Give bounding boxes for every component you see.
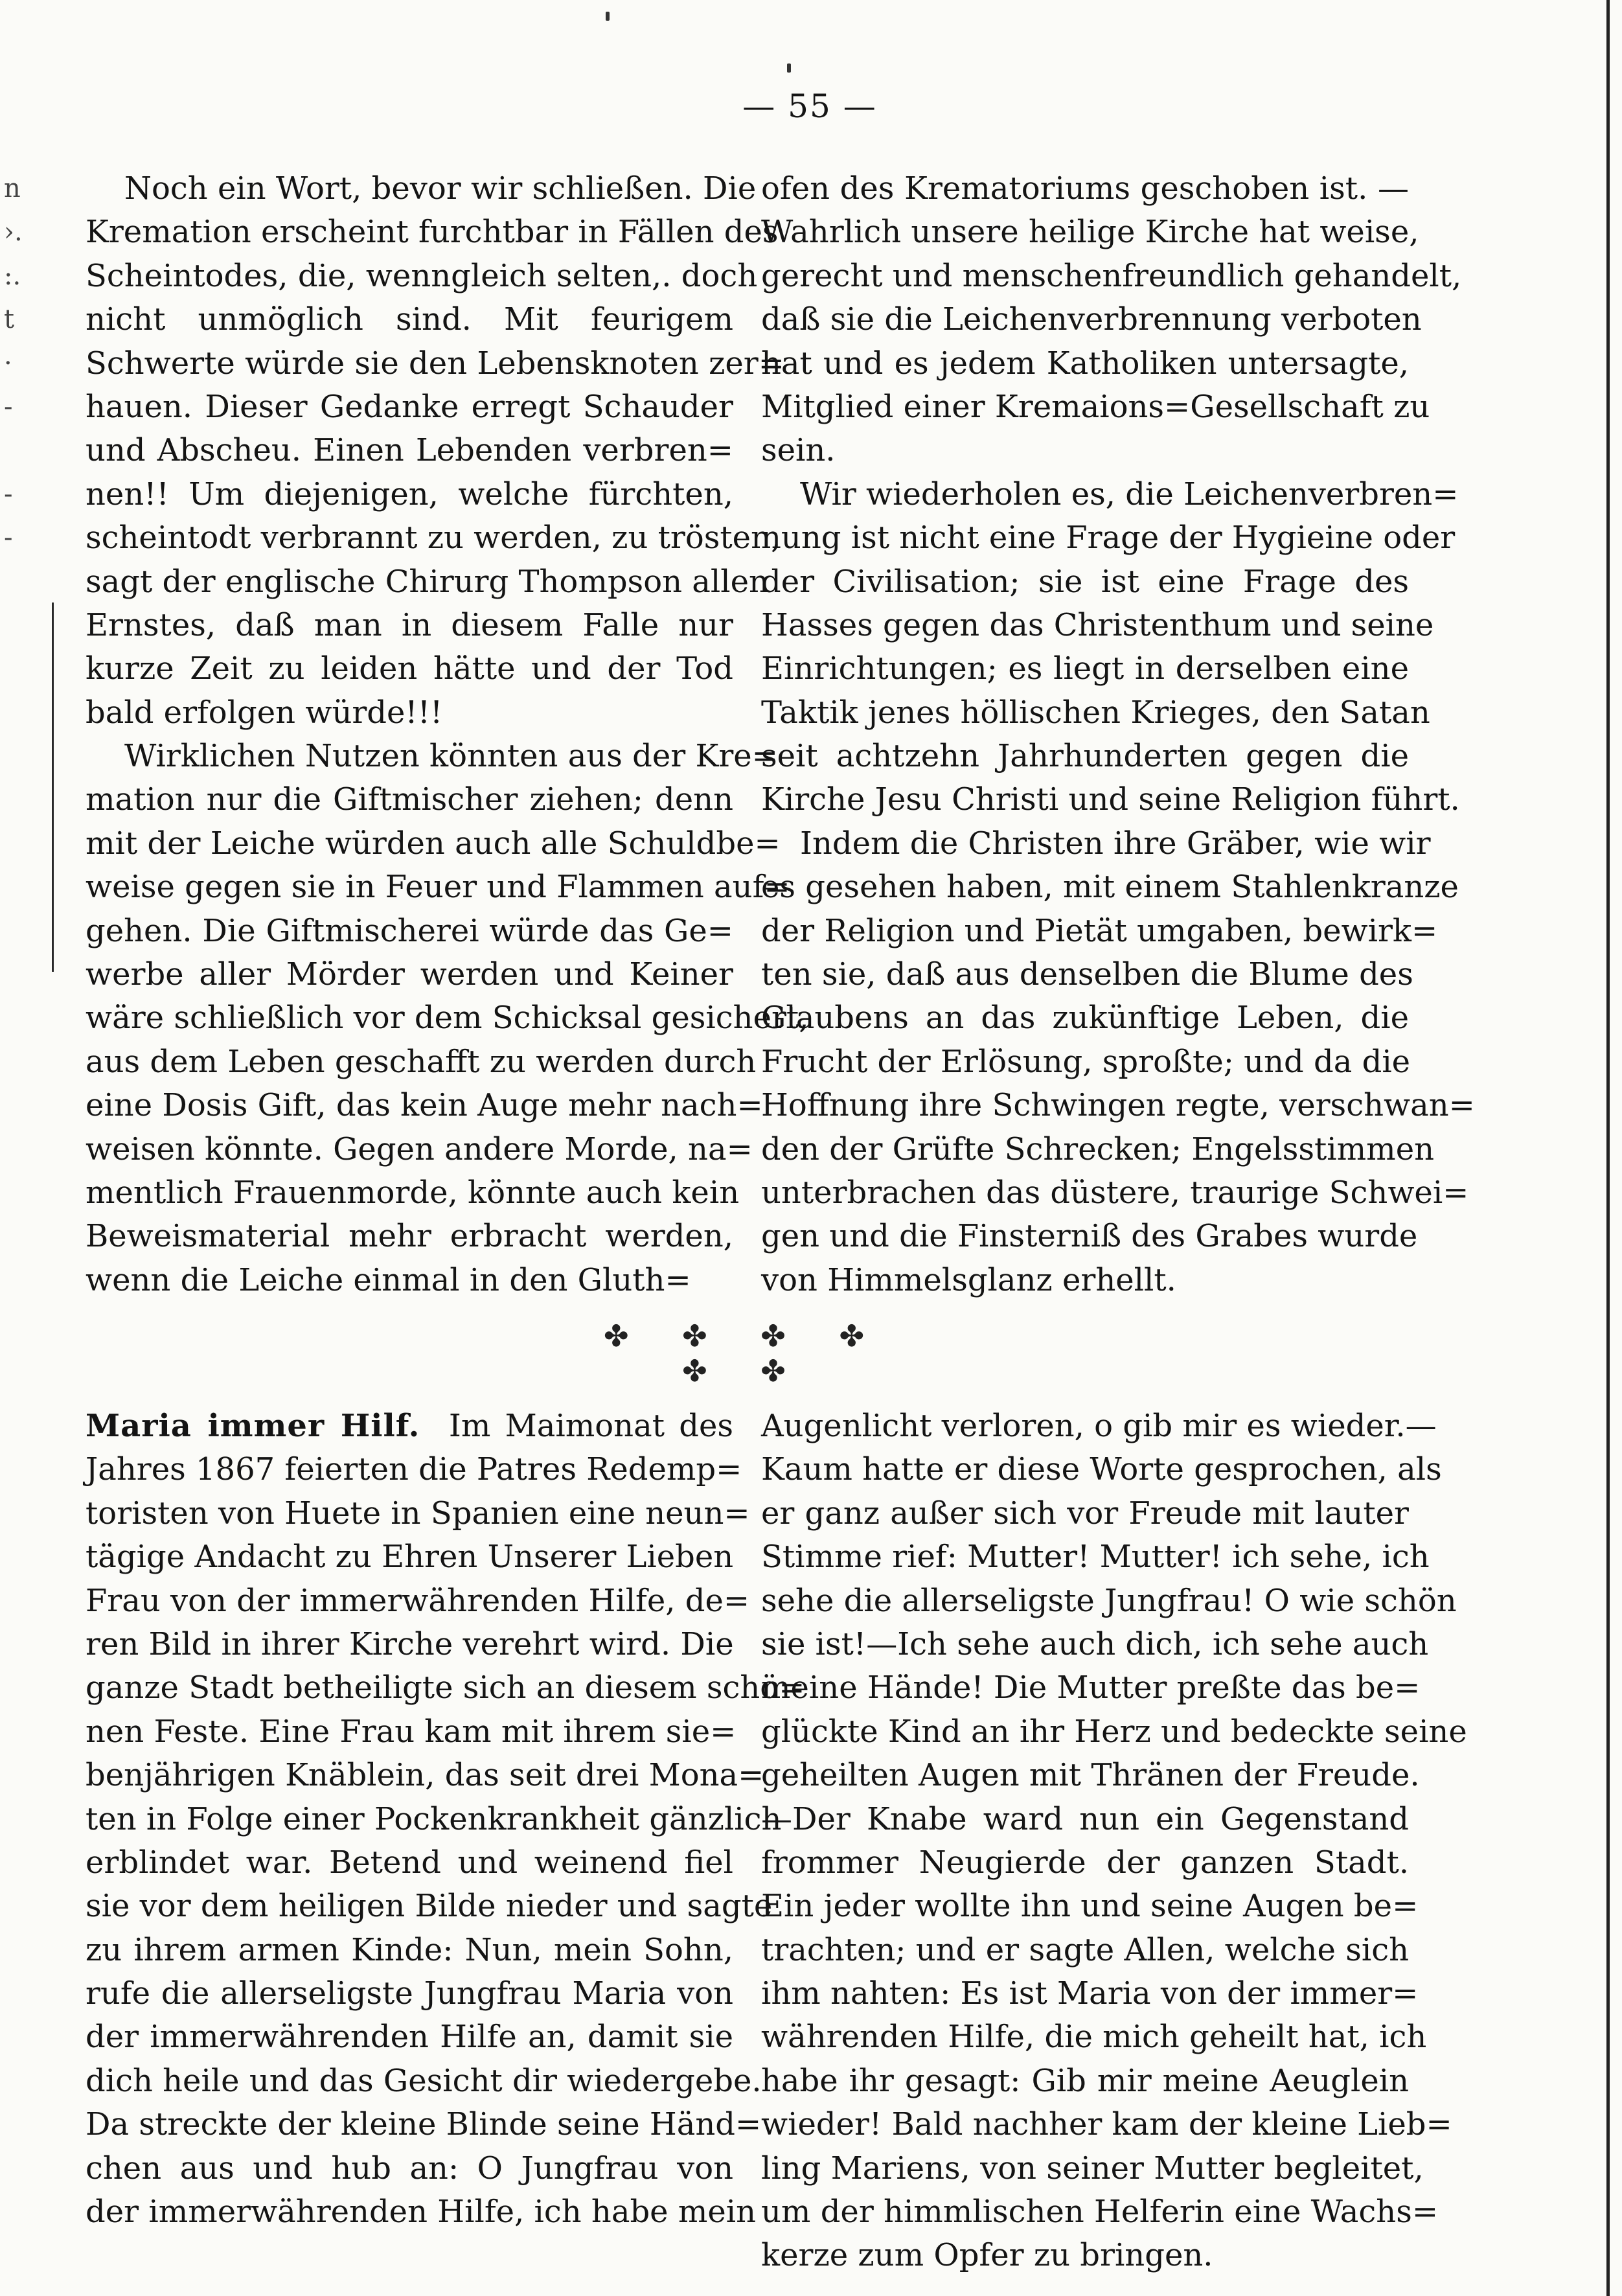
text-line: nen Feste. Eine Frau kam mit ihrem sie= xyxy=(86,1713,737,1750)
text-line: habe ihr gesagt: Gib mir meine Aeuglein xyxy=(761,2062,1409,2099)
text-line: mit der Leiche würden auch alle Schuldbe= xyxy=(86,825,781,862)
text-line: rufe die allerseligste Jungfrau Maria von xyxy=(86,1975,733,2012)
text-line: unterbrachen das düstere, traurige Schwei= xyxy=(761,1174,1469,1211)
text-line: Einrichtungen; es liegt in derselben eine xyxy=(761,650,1409,687)
text-line: nen!! Um diejenigen, welche fürchten, xyxy=(86,476,733,512)
text-line: Kirche Jesu Christi und seine Religion führt. xyxy=(761,781,1460,818)
margin-mark xyxy=(4,429,23,472)
text-line: eine Dosis Gift, das kein Auge mehr nach= xyxy=(86,1087,763,1124)
text-line: Frucht der Erlösung, sproßte; und da die xyxy=(761,1043,1411,1080)
text-line: Scheintodes, die, wenngleich selten,. doch xyxy=(86,257,758,294)
text-line: Schwerte würde sie den Lebensknoten zer= xyxy=(86,345,784,382)
column-top-right xyxy=(761,167,1475,1302)
text-line: Stimme rief: Mutter! Mutter! ich sehe, ich xyxy=(761,1539,1430,1576)
text-line: Wirklichen Nutzen könnten aus der Kre= xyxy=(124,738,778,775)
text-line: ten sie, daß aus denselben die Blume des xyxy=(761,956,1413,993)
text-line: ofen des Krematoriums geschoben ist. — xyxy=(761,170,1409,207)
text-line: um der himmlischen Helferin eine Wachs= xyxy=(761,2194,1439,2231)
text-line: gehen. Die Giftmischerei würde das Ge= xyxy=(86,912,733,949)
text-line: Ein jeder wollte ihn und seine Augen be= xyxy=(761,1888,1419,1925)
text-line: Da streckte der kleine Blinde seine Händ= xyxy=(86,2106,762,2143)
text-line: hauen. Dieser Gedanke erregt Schauder xyxy=(86,388,733,425)
text-line: der immerwährenden Hilfe an, damit sie xyxy=(86,2019,733,2056)
margin-mark: ›. xyxy=(4,217,23,247)
text-line: wenn die Leiche einmal in den Gluth= xyxy=(86,1261,691,1298)
text-line: Glaubens an das zukünftige Leben, die xyxy=(761,1000,1409,1037)
text-line: es gesehen haben, mit einem Stahlenkranze xyxy=(761,869,1459,906)
margin-mark: - xyxy=(4,523,13,553)
scan-edge-rule xyxy=(1606,0,1610,2296)
text-line: Jahres 1867 feierten die Patres Redemp= xyxy=(86,1451,742,1488)
text-line: Wahrlich unsere heilige Kirche hat weise, xyxy=(761,214,1419,251)
text-line: Hoffnung ihre Schwingen regte, verschwan= xyxy=(761,1087,1475,1124)
column-bottom-left xyxy=(86,1405,805,2234)
text-line: Wir wiederholen es, die Leichenverbren= xyxy=(800,476,1459,512)
scan-speck xyxy=(787,63,791,73)
text-line: gerecht und menschenfreundlich gehandelt, xyxy=(761,257,1462,294)
text-line: Mitglied einer Kremaions=Gesellschaft zu xyxy=(761,388,1430,425)
text-line: mation nur die Giftmischer ziehen; denn xyxy=(86,781,733,818)
text-line: sie ist!—Ich sehe auch dich, ich sehe auch xyxy=(761,1625,1429,1662)
text-line: der Religion und Pietät umgaben, bewirk= xyxy=(761,912,1438,949)
text-line: zu ihrem armen Kinde: Nun, mein Sohn, xyxy=(86,1931,733,1968)
margin-mark: n xyxy=(4,174,21,203)
margin-marks xyxy=(4,167,23,560)
text-line: frommer Neugierde der ganzen Stadt. xyxy=(761,1844,1409,1881)
text-line: dich heile und das Gesicht dir wiedergebe. xyxy=(86,2062,762,2099)
page-number: — 55 — xyxy=(742,87,877,125)
text-line: Noch ein Wort, bevor wir schließen. Die xyxy=(124,170,757,207)
text-line: nicht unmöglich sind. Mit feurigem xyxy=(86,301,733,338)
text-line: ganze Stadt betheiligte sich an diesem schö= xyxy=(86,1670,805,1706)
text-line: geheilten Augen mit Thränen der Freude. xyxy=(761,1757,1420,1794)
margin-rule xyxy=(52,603,54,972)
text-line: Beweismaterial mehr erbracht werden, xyxy=(86,1218,733,1255)
text-line: glückte Kind an ihr Herz und bedeckte seine xyxy=(761,1713,1467,1750)
text-line: sie vor dem heiligen Bilde nieder und sagte xyxy=(86,1888,773,1925)
text-line: Frau von der immerwährenden Hilfe, de= xyxy=(86,1582,750,1619)
text-line: der Civilisation; sie ist eine Frage des xyxy=(761,563,1409,600)
text-line: Kaum hatte er diese Worte gesprochen, als xyxy=(761,1451,1442,1488)
text-line: währenden Hilfe, die mich geheilt hat, ich xyxy=(761,2019,1427,2056)
text-line: Indem die Christen ihre Gräber, wie wir xyxy=(800,825,1431,862)
margin-mark: · xyxy=(4,348,12,378)
text-line: tägige Andacht zu Ehren Unserer Lieben xyxy=(86,1539,734,1576)
margin-mark: - xyxy=(4,479,13,509)
text-line: aus dem Leben geschafft zu werden durch xyxy=(86,1043,757,1080)
text-line: seit achtzehn Jahrhunderten gegen die xyxy=(761,738,1409,775)
text-line: wieder! Bald nachher kam der kleine Lieb= xyxy=(761,2106,1452,2143)
text-line: der immerwährenden Hilfe, ich habe mein xyxy=(86,2194,757,2231)
margin-mark: t xyxy=(4,304,15,335)
text-line: ren Bild in ihrer Kirche verehrt wird. Die xyxy=(86,1625,734,1662)
text-line: Taktik jenes höllischen Krieges, den Satan xyxy=(761,694,1430,731)
text-line: Im Maimonat des xyxy=(448,1408,734,1444)
column-bottom-left-body xyxy=(86,1448,805,2234)
text-line: —Der Knabe ward nun ein Gegenstand xyxy=(761,1800,1409,1837)
text-line: ten in Folge einer Pockenkrankheit gänzlich xyxy=(86,1800,782,1837)
text-line: meine Hände! Die Mutter preßte das be= xyxy=(761,1670,1421,1706)
column-bottom-right xyxy=(761,1405,1467,2278)
text-line: hat und es jedem Katholiken untersagte, xyxy=(761,345,1409,382)
text-line: und Abscheu. Einen Lebenden verbren= xyxy=(86,432,733,469)
text-line: von Himmelsglanz erhellt. xyxy=(761,1261,1176,1298)
text-line: weisen könnte. Gegen andere Morde, na= xyxy=(86,1131,753,1167)
text-line: Kremation erscheint furchtbar in Fällen des xyxy=(86,214,779,251)
text-line: trachten; und er sagte Allen, welche sich xyxy=(761,1931,1409,1968)
text-line: mentlich Frauenmorde, könnte auch kein xyxy=(86,1174,740,1211)
text-line: kerze zum Opfer zu bringen. xyxy=(761,2237,1213,2274)
text-line: sagt der englische Chirurg Thompson allen xyxy=(86,563,769,600)
text-line: gen und die Finsterniß des Grabes wurde xyxy=(761,1218,1418,1255)
heading-line xyxy=(86,1405,733,1448)
text-line: Ernstes, daß man in diesem Falle nur xyxy=(86,606,733,643)
text-line: Augenlicht verloren, o gib mir es wieder.— xyxy=(761,1408,1437,1444)
text-line: ling Mariens, von seiner Mutter begleitet, xyxy=(761,2150,1424,2187)
text-line: er ganz außer sich vor Freude mit lauter xyxy=(761,1495,1409,1532)
margin-mark: :. xyxy=(4,260,21,291)
text-line: den der Grüfte Schrecken; Engelsstimmen xyxy=(761,1131,1435,1167)
article-heading: Maria immer Hilf. xyxy=(86,1408,420,1444)
text-line: weise gegen sie in Feuer und Flammen auf= xyxy=(86,869,790,906)
text-line: toristen von Huete in Spanien eine neun= xyxy=(86,1495,750,1532)
text-line: ihm nahten: Es ist Maria von der immer= xyxy=(761,1975,1419,2012)
text-line: Hasses gegen das Christenthum und seine xyxy=(761,606,1434,643)
text-line: erblindet war. Betend und weinend fiel xyxy=(86,1844,733,1881)
text-line: bald erfolgen würde!!! xyxy=(86,694,443,731)
text-line: wäre schließlich vor dem Schicksal gesichert, xyxy=(86,1000,809,1037)
text-line: chen aus und hub an: O Jungfrau von xyxy=(86,2150,733,2187)
text-line: nung ist nicht eine Frage der Hygieine oder xyxy=(761,520,1456,557)
text-line: sehe die allerseligste Jungfrau! O wie schön xyxy=(761,1582,1457,1619)
text-line: kurze Zeit zu leiden hätte und der Tod xyxy=(86,650,733,687)
scan-speck xyxy=(606,12,610,21)
text-line: werbe aller Mörder werden und Keiner xyxy=(86,956,733,993)
text-line: scheintodt verbrannt zu werden, zu trösten, xyxy=(86,520,781,557)
margin-mark: - xyxy=(4,391,13,422)
ornament-divider: ✤ ✤ ✤ ✤ ✤ ✤ xyxy=(603,1318,887,1388)
text-line: daß sie die Leichenverbrennung verboten xyxy=(761,301,1422,338)
text-line: benjährigen Knäblein, das seit drei Mona= xyxy=(86,1757,764,1794)
text-line: sein. xyxy=(761,432,836,469)
